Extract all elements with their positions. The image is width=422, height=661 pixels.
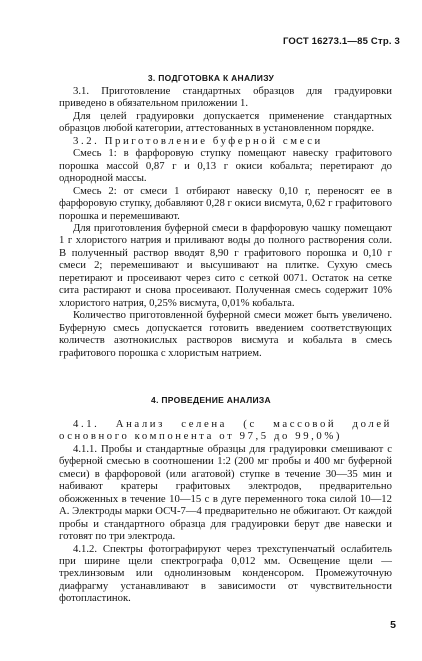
paragraph-3-1-note: Для целей градуировки допускается применение стандартных образцов любой категории, аттестованных в установленном порядке.: [59, 109, 392, 135]
paragraph-3-1: 3.1. Приготовление стандартных образцов для градуировки приведено в обязательном приложении 1.: [59, 85, 392, 110]
section-3-body: [59, 85, 392, 359]
paragraph-4-1-title: 4.1. Анализ селена (с массовой долей основного компонента от 97,5 до 99,0%): [59, 418, 392, 443]
paragraph-3-2-title: 3.2. Приготовление буферной смеси: [73, 134, 323, 147]
section-4-body: [59, 418, 392, 605]
section-3-heading: 3. ПОДГОТОВКА К АНАЛИЗУ: [147, 73, 275, 83]
page-header: ГОСТ 16273.1—85 Стр. 3: [282, 36, 400, 47]
paragraph-4-1-1: 4.1.1. Пробы и стандартные образцы для градуировки смешивают с буферной смесью в соотношении 1:2 (200 мг пробы и 400 мг буферной смеси) в фарфоровой (или агатовой) ступке в течение 30—35 мин и набивают кратеры графитовых электродов, предварительно обожженных в течение 10—15 с в дуге переменного тока силой 10—12 А. Электроды марки ОСЧ-7—4 предварительно не обжигают. От каждой пробы и стандартного образца для градуировки берут две навески и готовят по три электрода.: [59, 442, 392, 543]
page-number: 5: [390, 619, 396, 631]
paragraph-4-1-2: 4.1.2. Спектры фотографируют через трехступенчатый ослабитель при ширине щели спектрографа 0,012 мм. Освещение щели — трехлинзовым или однолинзовым конденсором. Промежуточную диафрагму устанавливают в зависимости от чувствительности фотопластинок.: [59, 542, 392, 605]
paragraph-buffer-quantity: Количество приготовленной буферной смеси может быть увеличено. Буферную смесь допускается готовить введением соответствующих количеств азотнокислых растворов висмута и кобальта в смесь графитового порошка с хлористым натрием.: [59, 309, 392, 359]
paragraph-mixture-2: Смесь 2: от смеси 1 отбирают навеску 0,10 г, переносят ее в фарфоровую ступку, добавляют 0,28 г окиси висмута, 0,62 г графитового порошка и перемешивают.: [59, 184, 392, 222]
section-4-heading: 4. ПРОВЕДЕНИЕ АНАЛИЗА: [151, 395, 271, 405]
paragraph-buffer-preparation: Для приготовления буферной смеси в фарфоровую чашку помещают 1 г хлористого натрия и приливают воды до полного растворения соли. В полученный раствор вводят 8,90 г графитового порошка и 0,10 г смеси 2; перемешивают и высушивают на плитке. Сухую смесь перетирают и просеивают через сито с сеткой 0071. Остаток на сетке сита растирают и снова просеивают. Полученная смесь содержит 10% хлористого натрия, 0,25% висмута, 0,01% кобальта.: [59, 221, 392, 309]
paragraph-mixture-1: Смесь 1: в фарфоровую ступку помещают навеску графитового порошка массой 0,87 г и 0,13 г окиси кобальта; перетирают до однородной массы.: [59, 147, 392, 185]
